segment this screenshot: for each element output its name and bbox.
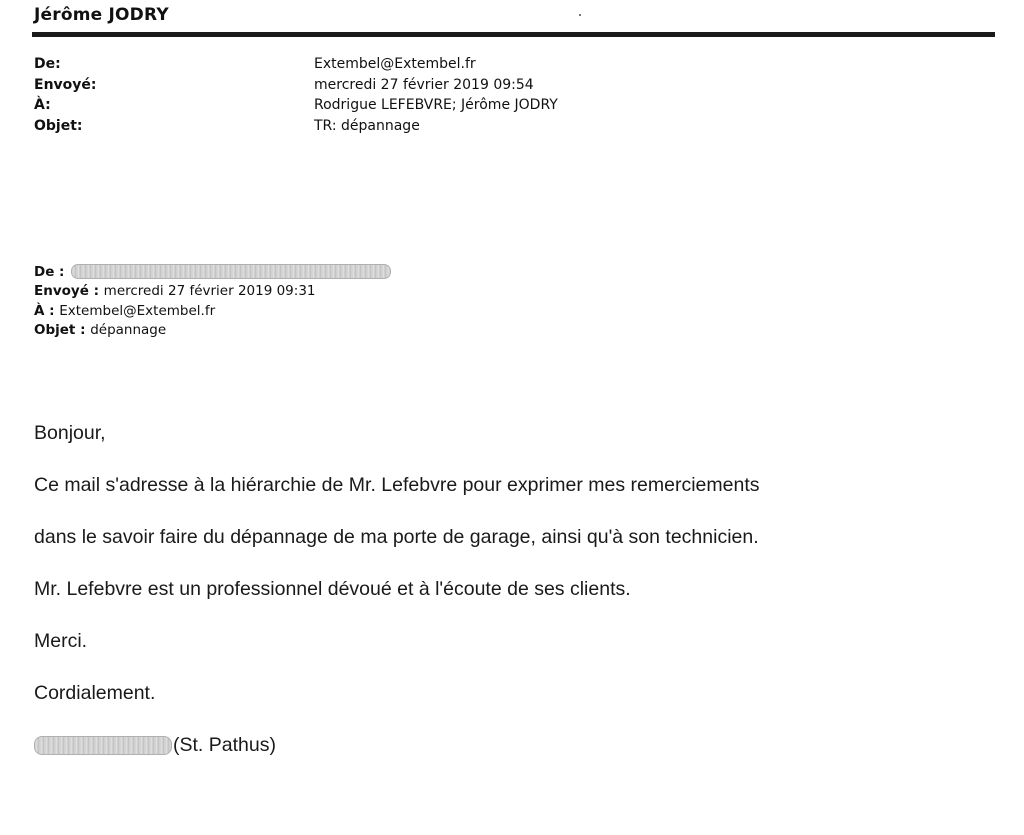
- header-from-row: [34, 54, 734, 75]
- signature-suffix: (St. Pathus): [173, 733, 276, 756]
- forwarded-to-row: [34, 301, 391, 321]
- header-to-value: Rodrigue LEFEBVRE; Jérôme JODRY: [314, 97, 558, 114]
- body-line-1: Ce mail s'adresse à la hiérarchie de Mr. Lefebvre pour exprimer mes remerciements: [34, 474, 760, 496]
- redacted-signature-name: [34, 736, 172, 755]
- header-to-row: [34, 95, 734, 116]
- body-greeting: Bonjour,: [34, 422, 106, 444]
- scan-speck: [579, 14, 581, 16]
- signature: [34, 732, 760, 758]
- forwarded-header: [34, 262, 391, 340]
- header-from-value: Extembel@Extembel.fr: [314, 56, 476, 73]
- header-sent-label: Envoyé:: [34, 76, 97, 93]
- redacted-sender: [71, 264, 391, 279]
- forwarded-to-label: À :: [34, 302, 60, 319]
- header-sent-value: mercredi 27 février 2019 09:54: [314, 76, 534, 93]
- body-line-3: Mr. Lefebvre est un professionnel dévoué et à l'écoute de ses clients.: [34, 578, 631, 600]
- forwarded-sent-value: mercredi 27 février 2019 09:31: [103, 283, 316, 300]
- header-sent-row: [34, 75, 734, 96]
- forwarded-subject-value: dépannage: [90, 322, 167, 339]
- forwarded-sent-row: [34, 282, 391, 302]
- header-subject-value: TR: dépannage: [314, 117, 420, 134]
- forwarded-from-label: De :: [34, 263, 70, 280]
- forwarded-from-row: [34, 262, 391, 282]
- header-subject-row: [34, 116, 734, 137]
- owner-name: Jérôme JODRY: [34, 5, 169, 25]
- owner-divider: [32, 32, 995, 37]
- forwarded-to-value: Extembel@Extembel.fr: [59, 302, 216, 319]
- forwarded-subject-row: [34, 321, 391, 341]
- body-closing: Cordialement.: [34, 682, 156, 704]
- header-to-label: À:: [34, 97, 51, 114]
- body-line-2: dans le savoir faire du dépannage de ma porte de garage, ainsi qu'à son technicien.: [34, 526, 759, 548]
- email-header: [34, 54, 734, 136]
- email-body: [34, 420, 760, 758]
- forwarded-sent-label: Envoyé :: [34, 283, 104, 300]
- header-subject-label: Objet:: [34, 117, 83, 134]
- body-thanks: Merci.: [34, 630, 88, 652]
- header-from-label: De:: [34, 56, 61, 73]
- forwarded-subject-label: Objet :: [34, 322, 91, 339]
